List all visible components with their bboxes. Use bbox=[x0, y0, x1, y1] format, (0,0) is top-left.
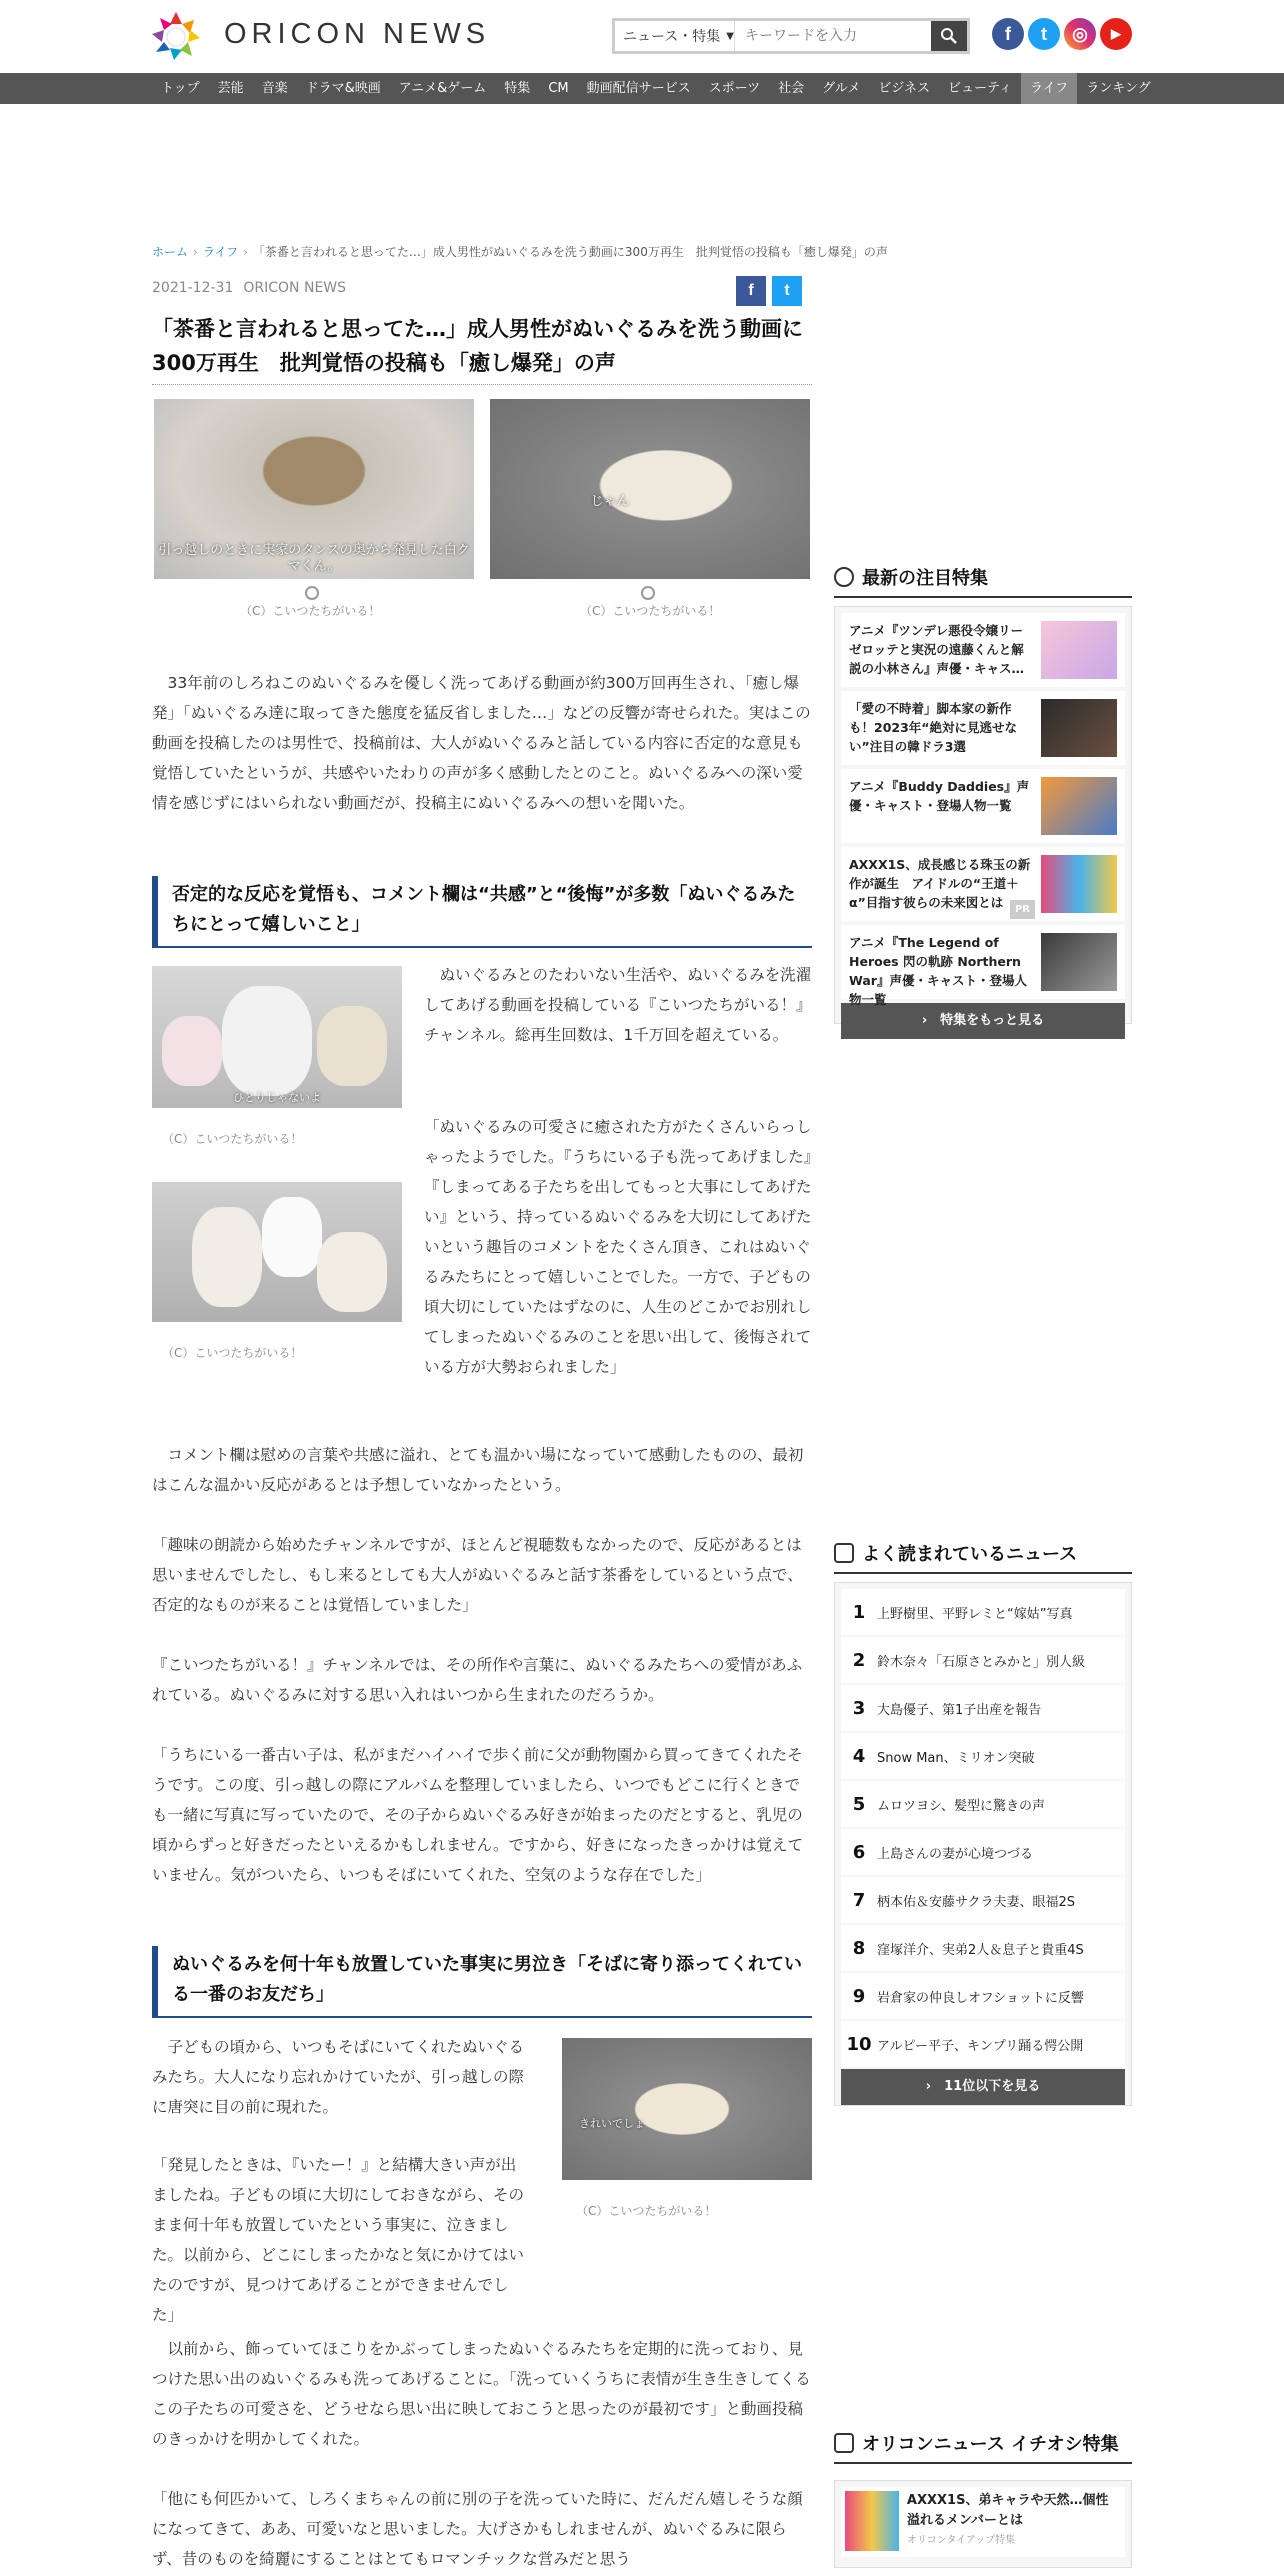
ranking-title: 上野樹里、平野レミと“嫁姑”写真 bbox=[877, 1606, 1073, 1622]
photo-caption: じゃん bbox=[590, 494, 630, 509]
nav-item[interactable]: アニメ&ゲーム bbox=[398, 81, 487, 96]
pick-heading bbox=[834, 2430, 1132, 2464]
article-quote: 「うちにいる一番古い子は、私がまだハイハイで歩く前に父が動物園から買ってきてくれたそうです。この度、引っ越しの際にアルバムを整理していましたら、いつでもどこに行くときでも一緒に写真に写っていたので、その子からぬいぐるみ好きが始まったのだとすると、乳児の頃からずっと好きだったといえるかもしれません。ですから、好きになったきっかけは覚えていません。気がついたら、いつもそばにいてくれた、空気のような存在でした」 bbox=[152, 1746, 804, 1884]
nav-item[interactable]: 社会 bbox=[778, 81, 805, 96]
article-quote: 「趣味の朗読から始めたチャンネルですが、ほとんど視聴数もなかったので、反応があるとは思いませんでしたし、もし来るとしても大人がぬいぐるみと話す茶番をしているという点で、否定的なものが来ることは覚悟していました」 bbox=[152, 1536, 803, 1614]
featured-item[interactable] bbox=[841, 691, 1125, 765]
nav-item[interactable]: トップ bbox=[161, 81, 200, 96]
photo-credit: （C）こいつたちがいる！ bbox=[162, 1346, 303, 1360]
ranking-number: 9 bbox=[852, 1985, 866, 2007]
ranking-number: 1 bbox=[852, 1601, 866, 1623]
ranking-item[interactable] bbox=[841, 1877, 1125, 1923]
ranking-title: 柄本佑＆安藤サクラ夫妻、眼福2S bbox=[877, 1894, 1076, 1910]
nav-item[interactable]: ドラマ&映画 bbox=[305, 81, 381, 96]
oricon-logo-icon[interactable] bbox=[150, 10, 202, 62]
section-heading: ぬいぐるみを何十年も放置していた事実に男泣き「そばに寄り添ってくれている一番のお友だち」 bbox=[152, 1946, 812, 2018]
ranking-number: 5 bbox=[852, 1793, 866, 1815]
featured-item-title: アニメ『The Legend of Heroes 閃の軌跡 Northern War』声優・キャスト・登場人物一覧 bbox=[849, 935, 1027, 1007]
search-icon bbox=[834, 567, 854, 587]
youtube-icon[interactable]: ▶ bbox=[1100, 18, 1132, 50]
featured-item[interactable] bbox=[841, 613, 1125, 687]
plush-image bbox=[317, 1232, 387, 1312]
pick-list bbox=[834, 2480, 1132, 2568]
featured-thumb bbox=[1041, 855, 1117, 913]
pick-thumb bbox=[845, 2491, 899, 2551]
article-paragraph: 『こいつたちがいる！』チャンネルでは、その所作や言葉に、ぬいぐるみたちへの愛情があふれている。ぬいぐるみに対する思い入れはいつから生まれたのだろうか。 bbox=[152, 1656, 803, 1704]
featured-heading bbox=[834, 564, 1132, 598]
ranking-title: アルピー平子、キンプリ踊る愕公開 bbox=[877, 2038, 1084, 2054]
chevron-right-icon: › bbox=[925, 2079, 945, 2094]
photo-credit: （C）こいつたちがいる！ bbox=[580, 604, 721, 618]
article-paragraph: 以前から、飾っていてほこりをかぶってしまったぬいぐるみたちを定期的に洗っており、見つけた思い出のぬいぐるみも洗ってあげることに。「洗っていくうちに表情が生き生きしてくるこの子たちの可愛さを、どうせなら思い出に映しておこうと思ったのが最初です」と動画投稿のきっかけを明かしてくれた。 bbox=[152, 2340, 811, 2448]
pick-heading-text: オリコンニュース イチオシ特集 bbox=[862, 2434, 1119, 2455]
article-paragraph: コメント欄は慰めの言葉や共感に溢れ、とても温かい場になっていて感動したものの、最初はこんな温かい反応があるとは予想していなかったという。 bbox=[152, 1446, 804, 1494]
twitter-icon: t bbox=[784, 282, 790, 299]
photo-caption: ひとりじゃないよ bbox=[233, 1091, 321, 1104]
ranking-list bbox=[834, 1582, 1132, 2106]
article-paragraph: ぬいぐるみとのたわいない生活や、ぬいぐるみを洗濯してあげる動画を投稿している『こいつたちがいる！』チャンネル。総再生回数は、1千万回を超えている。 bbox=[424, 966, 812, 1044]
nav-item[interactable]: スポーツ bbox=[708, 81, 761, 96]
facebook-icon[interactable]: f bbox=[992, 18, 1024, 50]
search-button[interactable] bbox=[931, 21, 967, 51]
photo-caption: 引っ越しのときに実家のタンスの奥から発見した白クマくん。 bbox=[158, 543, 470, 574]
photo-credit: （C）こいつたちがいる！ bbox=[576, 2204, 717, 2218]
ranking-more-label: 11位以下を見る bbox=[944, 2079, 1041, 2094]
share-facebook-button[interactable] bbox=[736, 276, 766, 306]
breadcrumb-section[interactable]: ライフ bbox=[202, 245, 239, 259]
featured-item[interactable] bbox=[841, 769, 1125, 843]
ranking-number: 2 bbox=[852, 1649, 866, 1671]
article-title: 「茶番と言われると思ってた…」成人男性がぬいぐるみを洗う動画に300万再生 批判覚悟の投稿も「癒し爆発」の声 bbox=[152, 317, 803, 375]
nav-item[interactable]: 音楽 bbox=[261, 81, 288, 96]
article-quote: 「発見したときは、『いたー！』と結構大きい声が出ましたね。子どもの頃に大切にしておきながら、そのまま何十年も放置していたという事実に、泣きました。以前から、どこにしまったかなと気にかけてはいたのですが、見つけてあげることができませんでした」 bbox=[152, 2156, 525, 2324]
nav-item[interactable]: ビジネス bbox=[878, 81, 930, 96]
breadcrumb-current: 「茶番と言われると思ってた…」成人男性がぬいぐるみを洗う動画に300万再生 批判覚悟の投稿も「癒し爆発」の声 bbox=[252, 245, 888, 259]
search-icon bbox=[940, 27, 958, 45]
nav-item[interactable]: 動画配信サービス bbox=[586, 81, 691, 96]
search-category-label: ニュース・特集 bbox=[623, 29, 721, 45]
featured-thumb bbox=[1041, 933, 1117, 991]
plush-image bbox=[317, 1006, 387, 1086]
plush-image bbox=[162, 1016, 222, 1086]
chevron-down-icon: ▼ bbox=[726, 30, 734, 42]
article-photo-5[interactable] bbox=[562, 2038, 812, 2180]
featured-item-title: アニメ『Buddy Daddies』声優・キャスト・登場人物一覧 bbox=[849, 779, 1030, 813]
bookmark-icon bbox=[834, 2433, 854, 2453]
featured-item-title: AXXX1S、成長感じる珠玉の新作が誕生 アイドルの“王道＋α”目指す彼らの未来図とは bbox=[849, 857, 1031, 910]
ranking-title: 鈴木奈々「石原さとみかと」別人級 bbox=[877, 1654, 1086, 1670]
ranking-item[interactable] bbox=[841, 1781, 1125, 1827]
ranking-number: 3 bbox=[852, 1697, 866, 1719]
ranking-number: 8 bbox=[852, 1937, 866, 1959]
facebook-icon: f bbox=[748, 282, 754, 299]
instagram-icon[interactable]: ◎ bbox=[1064, 18, 1096, 50]
divider bbox=[152, 384, 812, 385]
pick-sub: オリコンタイアップ特集 bbox=[906, 2535, 1016, 2546]
ranking-item[interactable] bbox=[841, 1925, 1125, 1971]
ranking-number: 10 bbox=[846, 2033, 872, 2055]
article-source: ORICON NEWS bbox=[243, 280, 347, 296]
featured-thumb bbox=[1041, 621, 1117, 679]
global-nav bbox=[0, 73, 1284, 104]
plush-image bbox=[192, 1207, 262, 1307]
ranking-item[interactable] bbox=[841, 1589, 1125, 1635]
ranking-item[interactable] bbox=[841, 2021, 1125, 2067]
featured-item[interactable] bbox=[841, 847, 1125, 921]
ranking-number: 4 bbox=[852, 1745, 866, 1767]
chevron-right-icon: › bbox=[921, 1013, 941, 1028]
photo-credit: （C）こいつたちがいる！ bbox=[162, 1132, 303, 1146]
search-category-select[interactable] bbox=[615, 21, 735, 51]
ranking-number: 6 bbox=[852, 1841, 866, 1863]
site-name[interactable]: ORICON NEWS bbox=[224, 18, 491, 50]
article-quote: 「他にも何匹かいて、しろくまちゃんの前に別の子を洗っていた時に、だんだん嬉しそうな顔になってきて、ああ、可愛いなと思いました。大げさかもしれませんが、ぬいぐるみに限らず、昔のものを綺麗にすることはとてもロマンチックな営みだと思う bbox=[152, 2490, 803, 2568]
nav-item[interactable]: 特集 bbox=[504, 81, 531, 96]
ranking-title: 岩倉家の仲良しオフショットに反響 bbox=[877, 1990, 1084, 2006]
chevron-right-icon: › bbox=[193, 245, 198, 259]
nav-item[interactable]: ランキング bbox=[1086, 81, 1151, 96]
featured-thumb bbox=[1041, 699, 1117, 757]
ranking-title: 大島優子、第1子出産を報告 bbox=[877, 1702, 1042, 1718]
article-photo-3[interactable] bbox=[152, 966, 402, 1108]
article-quote: 「ぬいぐるみの可愛さに癒された方がたくさんいらっしゃったようでした。『うちにいる子も洗ってあげました』『しまってある子たちを出してもっと大事にしてあげたい』という、持っているぬいぐるみを大切にしてあげたいという趣旨のコメントをたくさん頂き、これはぬいぐるみたちにとって嬉しいことでした。一方で、子どもの頃大切にしていたはずなのに、人生のどこかでお別れしてしまったぬいぐるみのことを思い出して、後悔されている方が大勢おられました」 bbox=[424, 1118, 812, 1376]
chevron-right-icon: › bbox=[243, 245, 248, 259]
ranking-item[interactable] bbox=[841, 1733, 1125, 1779]
featured-more-label: 特集をもっと見る bbox=[940, 1013, 1045, 1028]
breadcrumb bbox=[152, 243, 888, 260]
featured-heading-text: 最新の注目特集 bbox=[862, 568, 988, 589]
nav-item[interactable]: ビューティ bbox=[947, 81, 1012, 96]
newspaper-icon bbox=[834, 1543, 854, 1563]
article-photo-2[interactable] bbox=[490, 399, 810, 579]
nav-item[interactable]: ライフ bbox=[1021, 73, 1077, 104]
ranking-number: 7 bbox=[852, 1889, 866, 1911]
article-date: 2021-12-31 bbox=[152, 280, 234, 296]
article-photo-1[interactable] bbox=[154, 399, 474, 579]
plush-image bbox=[262, 1197, 322, 1277]
featured-thumb bbox=[1041, 777, 1117, 835]
ranking-item[interactable] bbox=[841, 1829, 1125, 1875]
photo-credit: （C）こいつたちがいる！ bbox=[240, 604, 381, 618]
nav-item[interactable]: グルメ bbox=[822, 81, 861, 96]
featured-item-title: 「愛の不時着」脚本家の新作も！2023年“絶対に見逃せない”注目の韓ドラ3選 bbox=[849, 701, 1018, 754]
search-input[interactable] bbox=[735, 21, 931, 51]
pr-badge: PR bbox=[1010, 900, 1035, 919]
featured-list bbox=[834, 606, 1132, 1028]
share-twitter-button[interactable] bbox=[772, 276, 802, 306]
article-meta bbox=[152, 280, 346, 296]
article-photo-4[interactable] bbox=[152, 1182, 402, 1322]
photo-caption: きれいでしょ bbox=[579, 2117, 645, 2130]
plush-image bbox=[222, 986, 312, 1096]
breadcrumb-home[interactable]: ホーム bbox=[152, 245, 189, 259]
article-paragraph: 子どもの頃から、いつもそばにいてくれたぬいぐるみたち。大人になり忘れかけていたが、引っ越しの際に唐突に目の前に現れた。 bbox=[152, 2038, 525, 2116]
twitter-icon[interactable]: t bbox=[1028, 18, 1060, 50]
ranking-item[interactable] bbox=[841, 1973, 1125, 2019]
ranking-title: 上島さんの妻が心境つづる bbox=[877, 1846, 1034, 1862]
nav-item[interactable]: 芸能 bbox=[217, 81, 244, 96]
featured-item-title: アニメ『ツンデレ悪役令嬢リーゼロッテと実況の遠藤くんと解説の小林さん』声優・キャス… bbox=[849, 623, 1025, 676]
nav-item[interactable]: CM bbox=[548, 81, 569, 96]
ranking-title: ムロツヨシ、髪型に驚きの声 bbox=[877, 1798, 1045, 1814]
section-heading: 否定的な反応を覚悟も、コメント欄は“共感”と“後悔”が多数「ぬいぐるみたちにとって嬉しいこと」 bbox=[152, 876, 812, 948]
ranking-item[interactable] bbox=[841, 1685, 1125, 1731]
featured-item[interactable] bbox=[841, 925, 1125, 1007]
zoom-icon[interactable] bbox=[305, 586, 319, 600]
ranking-title: Snow Man、ミリオン突破 bbox=[877, 1750, 1035, 1766]
search-bar bbox=[612, 18, 970, 54]
ranking-heading-text: よく読まれているニュース bbox=[862, 1544, 1078, 1565]
article-paragraph: 33年前のしろねこのぬいぐるみを優しく洗ってあげる動画が約300万回再生され、「癒し爆発」「ぬいぐるみ達に取ってきた態度を猛反省しました…」などの反響が寄せられた。実はこの動画を投稿したのは男性で、投稿前は、大人がぬいぐるみと話している内容に否定的な意見も覚悟していたというが、共感やいたわりの声が多く感動したとのこと。ぬいぐるみへの深い愛情を感じずにはいられない動画だが、投稿主にぬいぐるみへの想いを聞いた。 bbox=[152, 674, 811, 812]
ranking-heading bbox=[834, 1540, 1132, 1574]
ranking-more-button[interactable] bbox=[841, 2069, 1125, 2105]
ranking-title: 窪塚洋介、実弟2人＆息子と貴重4S bbox=[877, 1942, 1084, 1958]
pick-title: AXXX1S、弟キャラや天然…個性溢れるメンバーとは bbox=[906, 2493, 1109, 2528]
article-quote-part bbox=[152, 2150, 530, 2324]
pick-item[interactable] bbox=[841, 2487, 1125, 2557]
ranking-item[interactable] bbox=[841, 1637, 1125, 1683]
zoom-icon[interactable] bbox=[641, 586, 655, 600]
